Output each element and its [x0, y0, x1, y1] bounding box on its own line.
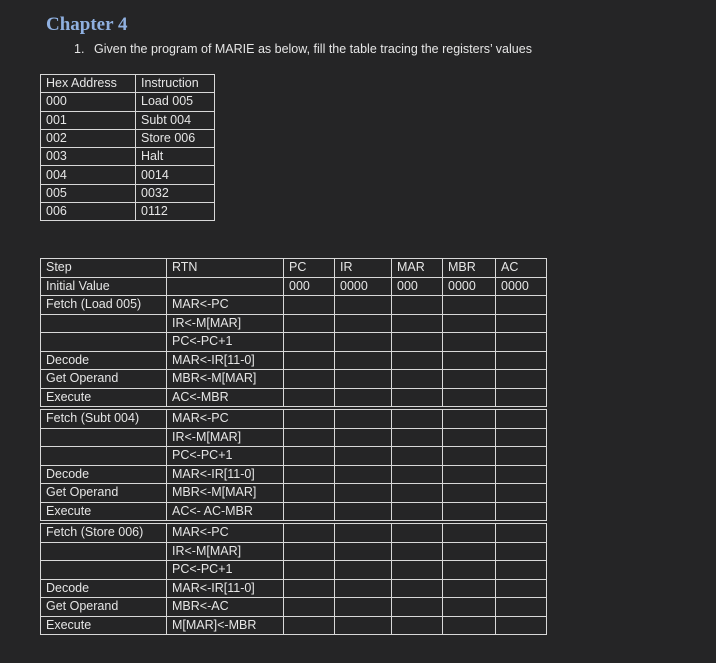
table-cell — [443, 314, 496, 333]
table-cell — [335, 314, 392, 333]
table-cell — [335, 408, 392, 428]
table-cell: 0000 — [496, 277, 547, 296]
table-cell — [443, 465, 496, 484]
question-text: Given the program of MARIE as below, fill the table tracing the registers’ values — [94, 42, 532, 56]
table-cell — [335, 542, 392, 561]
table-cell: 0112 — [136, 203, 215, 221]
table-cell — [496, 408, 547, 428]
table-cell: MAR<-PC — [167, 522, 284, 542]
question-number: 1. — [74, 42, 85, 56]
table-cell — [392, 579, 443, 598]
table-row — [41, 542, 547, 561]
table-row — [41, 333, 547, 352]
table-row — [41, 184, 215, 202]
table-cell — [496, 465, 547, 484]
table-cell — [284, 465, 335, 484]
table-cell — [443, 522, 496, 542]
table-cell: MBR<-AC — [167, 598, 284, 617]
table-cell — [284, 296, 335, 315]
table-cell: IR<-M[MAR] — [167, 314, 284, 333]
table-row — [41, 148, 215, 166]
table-cell — [284, 351, 335, 370]
table-cell: Decode — [41, 465, 167, 484]
table-cell — [443, 447, 496, 466]
table-cell — [443, 351, 496, 370]
table-cell — [284, 598, 335, 617]
table-row — [41, 428, 547, 447]
table-cell: MBR<-M[MAR] — [167, 370, 284, 389]
table-cell: MAR<-PC — [167, 296, 284, 315]
table-header-row — [41, 259, 547, 278]
table-cell — [443, 598, 496, 617]
table-cell — [41, 314, 167, 333]
table-row — [41, 502, 547, 522]
table-cell: Execute — [41, 502, 167, 522]
table-row — [41, 579, 547, 598]
table-row — [41, 203, 215, 221]
table-cell — [496, 561, 547, 580]
table-cell — [284, 484, 335, 503]
table-cell — [392, 465, 443, 484]
table-cell — [496, 370, 547, 389]
table-cell: 003 — [41, 148, 136, 166]
table-cell — [392, 616, 443, 635]
chapter-title: Chapter 4 — [46, 14, 128, 35]
table-row — [41, 484, 547, 503]
table-cell — [496, 542, 547, 561]
table-cell: IR<-M[MAR] — [167, 428, 284, 447]
table-cell — [335, 598, 392, 617]
table-cell — [41, 561, 167, 580]
header-cell: Hex Address — [41, 75, 136, 93]
table-cell: Subt 004 — [136, 111, 215, 129]
table-cell — [392, 296, 443, 315]
table-cell: IR<-M[MAR] — [167, 542, 284, 561]
header-cell: MAR — [392, 259, 443, 278]
table-cell — [284, 428, 335, 447]
table-cell — [41, 428, 167, 447]
table-cell: Get Operand — [41, 598, 167, 617]
table-cell — [392, 388, 443, 408]
table-cell — [496, 616, 547, 635]
table-cell — [443, 561, 496, 580]
table-cell: Get Operand — [41, 370, 167, 389]
table-cell — [496, 484, 547, 503]
table-cell: 001 — [41, 111, 136, 129]
table-cell: PC<-PC+1 — [167, 447, 284, 466]
table-cell — [392, 428, 443, 447]
table-cell — [443, 579, 496, 598]
table-cell: AC<- AC-MBR — [167, 502, 284, 522]
header-cell: MBR — [443, 259, 496, 278]
table-cell — [335, 428, 392, 447]
table-cell — [496, 447, 547, 466]
table-cell — [284, 314, 335, 333]
table-cell — [335, 561, 392, 580]
table-cell — [335, 333, 392, 352]
table-cell: Store 006 — [136, 129, 215, 147]
table-cell — [284, 616, 335, 635]
table-cell — [496, 579, 547, 598]
table-cell — [335, 388, 392, 408]
table-cell: Initial Value — [41, 277, 167, 296]
table-cell — [284, 370, 335, 389]
table-cell: Fetch (Load 005) — [41, 296, 167, 315]
table-cell — [284, 522, 335, 542]
table-cell — [443, 616, 496, 635]
table-cell — [41, 447, 167, 466]
table-cell — [335, 579, 392, 598]
table-cell — [392, 408, 443, 428]
program-table — [40, 74, 215, 221]
table-cell: 0014 — [136, 166, 215, 184]
table-cell — [496, 598, 547, 617]
table-cell — [392, 314, 443, 333]
table-cell — [335, 465, 392, 484]
table-cell — [443, 542, 496, 561]
header-cell: AC — [496, 259, 547, 278]
table-cell — [443, 484, 496, 503]
table-row — [41, 616, 547, 635]
table-row — [41, 296, 547, 315]
table-cell — [392, 351, 443, 370]
table-cell — [392, 522, 443, 542]
table-row — [41, 598, 547, 617]
table-cell — [335, 447, 392, 466]
table-row — [41, 166, 215, 184]
table-cell: 0000 — [335, 277, 392, 296]
table-cell: M[MAR]<-MBR — [167, 616, 284, 635]
table-cell: Execute — [41, 616, 167, 635]
table-cell — [443, 428, 496, 447]
table-cell: MBR<-M[MAR] — [167, 484, 284, 503]
table-cell — [392, 333, 443, 352]
table-cell — [496, 296, 547, 315]
table-cell: 004 — [41, 166, 136, 184]
table-cell — [496, 314, 547, 333]
table-row — [41, 277, 547, 296]
table-cell: Fetch (Subt 004) — [41, 408, 167, 428]
table-cell: 005 — [41, 184, 136, 202]
table-cell: Halt — [136, 148, 215, 166]
table-cell — [443, 408, 496, 428]
table-cell — [443, 388, 496, 408]
table-cell: 000 — [392, 277, 443, 296]
table-cell — [443, 333, 496, 352]
table-cell — [41, 542, 167, 561]
table-cell — [392, 542, 443, 561]
table-cell — [496, 351, 547, 370]
question-1 — [74, 42, 532, 56]
table-cell: MAR<-IR[11-0] — [167, 351, 284, 370]
table-cell — [335, 370, 392, 389]
table-cell: 002 — [41, 129, 136, 147]
table-cell: 000 — [284, 277, 335, 296]
table-cell — [443, 370, 496, 389]
table-cell — [284, 579, 335, 598]
table-row — [41, 370, 547, 389]
table-cell — [392, 502, 443, 522]
table-row — [41, 561, 547, 580]
table-row — [41, 465, 547, 484]
table-cell — [496, 333, 547, 352]
table-cell: Execute — [41, 388, 167, 408]
table-cell: Load 005 — [136, 93, 215, 111]
header-cell: PC — [284, 259, 335, 278]
table-cell: Decode — [41, 351, 167, 370]
table-cell: Decode — [41, 579, 167, 598]
table-row — [41, 351, 547, 370]
table-row — [41, 111, 215, 129]
table-cell: PC<-PC+1 — [167, 561, 284, 580]
table-cell — [284, 561, 335, 580]
table-cell — [496, 428, 547, 447]
table-cell: MAR<-PC — [167, 408, 284, 428]
table-cell — [335, 296, 392, 315]
header-cell: Instruction — [136, 75, 215, 93]
table-row — [41, 93, 215, 111]
table-cell: Fetch (Store 006) — [41, 522, 167, 542]
table-cell: 006 — [41, 203, 136, 221]
trace-table — [40, 258, 547, 635]
table-cell — [392, 561, 443, 580]
table-cell — [284, 502, 335, 522]
table-row — [41, 388, 547, 408]
table-row — [41, 408, 547, 428]
table-cell: PC<-PC+1 — [167, 333, 284, 352]
table-cell — [335, 351, 392, 370]
table-cell — [41, 333, 167, 352]
table-cell — [392, 447, 443, 466]
table-cell — [335, 616, 392, 635]
table-cell — [335, 502, 392, 522]
table-cell — [167, 277, 284, 296]
table-row — [41, 522, 547, 542]
table-cell — [284, 388, 335, 408]
table-cell: Get Operand — [41, 484, 167, 503]
table-cell — [284, 408, 335, 428]
header-cell: RTN — [167, 259, 284, 278]
table-cell — [496, 388, 547, 408]
header-cell: Step — [41, 259, 167, 278]
table-cell: AC<-MBR — [167, 388, 284, 408]
table-row — [41, 447, 547, 466]
table-cell — [392, 484, 443, 503]
table-cell — [443, 502, 496, 522]
table-row — [41, 129, 215, 147]
table-cell: MAR<-IR[11-0] — [167, 465, 284, 484]
table-cell — [284, 447, 335, 466]
header-cell: IR — [335, 259, 392, 278]
table-cell — [496, 522, 547, 542]
table-cell: MAR<-IR[11-0] — [167, 579, 284, 598]
table-cell — [496, 502, 547, 522]
table-cell: 0000 — [443, 277, 496, 296]
table-cell — [335, 522, 392, 542]
table-row — [41, 314, 547, 333]
table-cell — [284, 333, 335, 352]
table-cell — [392, 598, 443, 617]
table-cell: 0032 — [136, 184, 215, 202]
table-header-row — [41, 75, 215, 93]
table-cell — [284, 542, 335, 561]
table-cell — [443, 296, 496, 315]
table-cell: 000 — [41, 93, 136, 111]
table-cell — [392, 370, 443, 389]
table-cell — [335, 484, 392, 503]
